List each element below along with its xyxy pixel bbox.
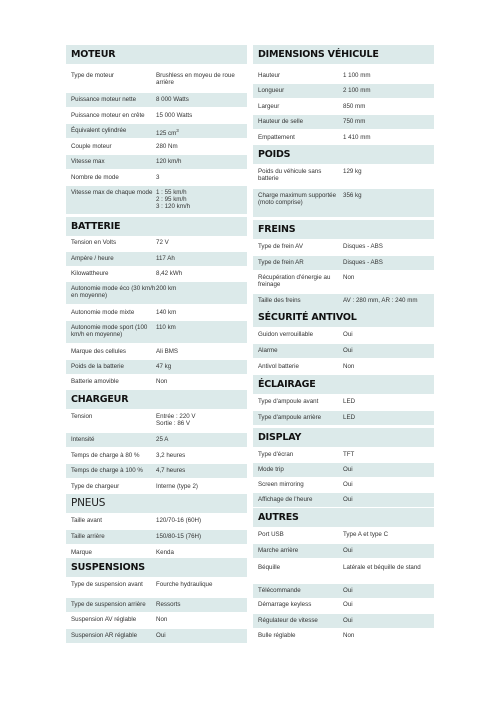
spec-value: 2 100 mm	[343, 87, 371, 94]
spec-row	[66, 155, 247, 169]
spec-row	[66, 267, 247, 281]
spec-row	[66, 321, 247, 343]
spec-value: Oui	[343, 617, 353, 624]
spec-label: Poids du véhicule sans batterie	[258, 168, 322, 183]
spec-label: Affichage de l'heure	[258, 496, 313, 503]
spec-label: Tension en Volts	[71, 239, 117, 246]
spec-label: Taille avant	[71, 517, 102, 524]
spec-value: Non	[343, 632, 355, 639]
spec-label: Temps de charge à 100 %	[71, 467, 143, 474]
section-title-pneus: PNEUS	[66, 494, 247, 513]
spec-value: Disques - ABS	[343, 243, 383, 250]
spec-label: Type de chargeur	[71, 483, 120, 490]
spec-label: Démarrage keyless	[258, 601, 312, 608]
spec-value: Interne (type 2)	[156, 483, 198, 490]
spec-value: Brushless en moyeu de roue arrière	[156, 72, 235, 87]
spec-row	[66, 410, 247, 432]
spec-row	[253, 131, 434, 145]
spec-value: Ali BMS	[156, 348, 179, 355]
spec-label: Puissance moteur en crête	[71, 112, 145, 119]
spec-row	[66, 93, 247, 107]
spec-label: Type d'écran	[258, 451, 294, 458]
spec-row	[66, 186, 247, 214]
spec-row	[253, 344, 434, 358]
spec-value: Oui	[343, 481, 353, 488]
spec-value: AV : 280 mm, AR : 240 mm	[343, 297, 418, 304]
spec-row	[66, 345, 247, 359]
section-title-suspensions: SUSPENSIONS	[66, 558, 247, 577]
spec-value: 1 : 55 km/h 2 : 95 km/h 3 : 120 km/h	[156, 189, 191, 211]
spec-value: 120 km/h	[156, 158, 182, 165]
spec-value: Non	[156, 378, 168, 385]
spec-value: 750 mm	[343, 118, 366, 125]
spec-row	[66, 578, 247, 592]
spec-label: Couple moteur	[71, 143, 112, 150]
spec-value: Disques - ABS	[343, 259, 383, 266]
spec-value: 120/70-16 (60H)	[156, 517, 202, 524]
spec-value: 3,2 heures	[156, 452, 186, 459]
spec-row	[66, 306, 247, 320]
spec-label: Vitesse max de chaque mode	[71, 189, 153, 196]
spec-label: Hauteur de selle	[258, 118, 304, 125]
spec-label: Taille des freins	[258, 297, 301, 304]
spec-value: LED	[343, 414, 356, 421]
spec-row	[253, 614, 434, 628]
spec-value: 150/80-15 (76H)	[156, 533, 202, 540]
spec-label: Type d'ampoule avant	[258, 398, 319, 405]
spec-label: Télécommande	[258, 587, 301, 594]
spec-value: 1 410 mm	[343, 134, 371, 141]
spec-row	[66, 598, 247, 612]
spec-row	[253, 544, 434, 558]
spec-row	[66, 109, 247, 123]
section-title-poids: POIDS	[253, 145, 434, 164]
spec-value: 4,7 heures	[156, 467, 186, 474]
section-title-freins: FREINS	[253, 220, 434, 239]
spec-label: Tension	[71, 413, 93, 420]
spec-row	[253, 294, 434, 308]
spec-value: 200 km	[156, 285, 177, 292]
spec-row	[66, 433, 247, 447]
spec-label: Batterie amovible	[71, 378, 119, 385]
section-title-moteur: MOTEUR	[66, 45, 247, 64]
spec-row	[66, 69, 247, 87]
spec-label: Charge maximum supportée (moto comprise)	[258, 192, 337, 207]
spec-row	[253, 598, 434, 612]
spec-row	[253, 240, 434, 254]
spec-row	[253, 561, 434, 583]
spec-value: Oui	[343, 547, 353, 554]
spec-row	[253, 584, 434, 598]
spec-row	[253, 100, 434, 114]
spec-row	[253, 411, 434, 425]
spec-value: 125 $cm^3$	[156, 128, 179, 138]
spec-value: 117 Ah	[156, 255, 175, 262]
spec-label: Taille arrière	[71, 533, 105, 540]
spec-value: Non	[343, 363, 355, 370]
spec-row	[66, 236, 247, 250]
spec-label: Suspension AV réglable	[71, 616, 137, 623]
spec-label: Régulateur de vitesse	[258, 617, 318, 624]
spec-row	[66, 480, 247, 494]
spec-value: 280 Nm	[156, 143, 178, 150]
spec-row	[66, 282, 247, 304]
spec-label: Type d'ampoule arrière	[258, 414, 322, 421]
spec-label: Nombre de mode	[71, 174, 119, 181]
spec-row	[66, 375, 247, 389]
spec-row	[66, 629, 247, 643]
section-title-dimensions-vehicule: DIMENSIONS VÉHICULE	[253, 45, 434, 64]
spec-value: Oui	[156, 632, 166, 639]
spec-value: Fourche hydraulique	[156, 581, 213, 588]
spec-label: Autonomie mode sport (100 km/h en moyenne)	[71, 324, 148, 339]
spec-label: Vitesse max	[71, 158, 105, 165]
spec-label: Autonomie mode mixte	[71, 309, 135, 316]
spec-value: Oui	[343, 601, 353, 608]
spec-row	[66, 140, 247, 154]
spec-label: Type de suspension arrière	[71, 601, 146, 608]
spec-row	[66, 514, 247, 528]
spec-value: Non	[343, 274, 355, 281]
spec-value: TFT	[343, 451, 355, 458]
spec-row	[253, 448, 434, 462]
spec-label: Type de frein AR	[258, 259, 304, 266]
spec-label: Empattement	[258, 134, 295, 141]
spec-value: 140 km	[156, 309, 177, 316]
section-title-chargeur: CHARGEUR	[66, 390, 247, 409]
spec-value: Entrée : 220 V Sortie : 86 V	[156, 413, 196, 428]
spec-label: Type de suspension avant	[71, 581, 143, 588]
spec-row	[253, 271, 434, 293]
spec-row	[253, 328, 434, 342]
spec-row	[66, 360, 247, 374]
spec-row	[253, 493, 434, 507]
spec-row	[66, 464, 247, 478]
spec-value: Oui	[343, 466, 353, 473]
spec-row	[66, 613, 247, 627]
spec-label: Autonomie mode éco (30 km/h en moyenne)	[71, 285, 156, 300]
spec-label: Guidon verrouillable	[258, 331, 314, 338]
spec-label: Kilowattheure	[71, 270, 109, 277]
spec-label: Screen mirroring	[258, 481, 304, 488]
spec-label: Type de moteur	[71, 72, 114, 79]
spec-value: Non	[156, 616, 168, 623]
section-title-eclairage: ÉCLAIRAGE	[253, 375, 434, 394]
section-title-batterie: BATTERIE	[66, 217, 247, 236]
spec-label: Équivalent cylindrée	[71, 127, 127, 134]
spec-label: Largeur	[258, 103, 280, 110]
spec-value: Oui	[343, 331, 353, 338]
spec-row	[253, 189, 434, 217]
spec-value: 129 kg	[343, 168, 362, 175]
spec-label: Mode trip	[258, 466, 284, 473]
spec-label: Récupération d'énergie au freinage	[258, 274, 331, 289]
spec-value: 850 mm	[343, 103, 366, 110]
spec-row	[253, 463, 434, 477]
spec-value: Ressorts	[156, 601, 181, 608]
spec-value: 3	[156, 174, 160, 181]
spec-label: Antivol batterie	[258, 363, 299, 370]
spec-value: 8 000 Watts	[156, 96, 189, 103]
spec-value: Oui	[343, 496, 353, 503]
spec-value: LED	[343, 398, 356, 405]
spec-value: 47 kg	[156, 363, 172, 370]
spec-row	[253, 165, 434, 187]
spec-row	[253, 256, 434, 270]
spec-row	[66, 171, 247, 185]
section-title-display: DISPLAY	[253, 428, 434, 447]
spec-row	[66, 124, 247, 138]
spec-row	[253, 478, 434, 492]
spec-label: Temps de charge à 80 %	[71, 452, 140, 459]
spec-value: Latérale et béquille de stand	[343, 564, 421, 571]
spec-label: Puissance moteur nette	[71, 96, 137, 103]
spec-value: 25 A	[156, 436, 169, 443]
spec-row	[66, 530, 247, 544]
spec-label: Marche arrière	[258, 547, 299, 554]
spec-label: Suspension AR réglable	[71, 632, 138, 639]
spec-row	[66, 252, 247, 266]
section-title-autres: AUTRES	[253, 508, 434, 527]
spec-value: Kenda	[156, 549, 174, 556]
spec-value: 8,42 kWh	[156, 270, 183, 277]
spec-label: Bulle réglable	[258, 632, 296, 639]
spec-row	[253, 395, 434, 409]
spec-label: Hauteur	[258, 72, 281, 79]
spec-row	[253, 528, 434, 542]
spec-label: Port USB	[258, 531, 284, 538]
spec-value: 110 km	[156, 324, 176, 331]
spec-label: Type de frein AV	[258, 243, 303, 250]
spec-label: Marque	[71, 549, 92, 556]
spec-label: Longueur	[258, 87, 285, 94]
spec-value: Oui	[343, 587, 353, 594]
spec-label: Alarme	[258, 347, 278, 354]
spec-value: 72 V	[156, 239, 169, 246]
spec-row	[253, 115, 434, 129]
section-title-securite-antivol: SÉCURITÉ ANTIVOL	[253, 308, 434, 327]
spec-row	[66, 449, 247, 463]
spec-label: Poids de la batterie	[71, 363, 124, 370]
spec-label: Béquille	[258, 564, 281, 571]
spec-value: 15 000 Watts	[156, 112, 193, 119]
spec-row	[253, 629, 434, 643]
spec-value: 1 100 mm	[343, 72, 371, 79]
spec-value: Type A et type C	[343, 531, 389, 538]
spec-label: Ampère / heure	[71, 255, 114, 262]
spec-row	[253, 69, 434, 83]
spec-value: Oui	[343, 347, 353, 354]
spec-label: Marque des cellules	[71, 348, 127, 355]
spec-row	[253, 360, 434, 374]
spec-row	[253, 84, 434, 98]
spec-label: Intensité	[71, 436, 95, 443]
spec-value: 356 kg	[343, 192, 362, 199]
